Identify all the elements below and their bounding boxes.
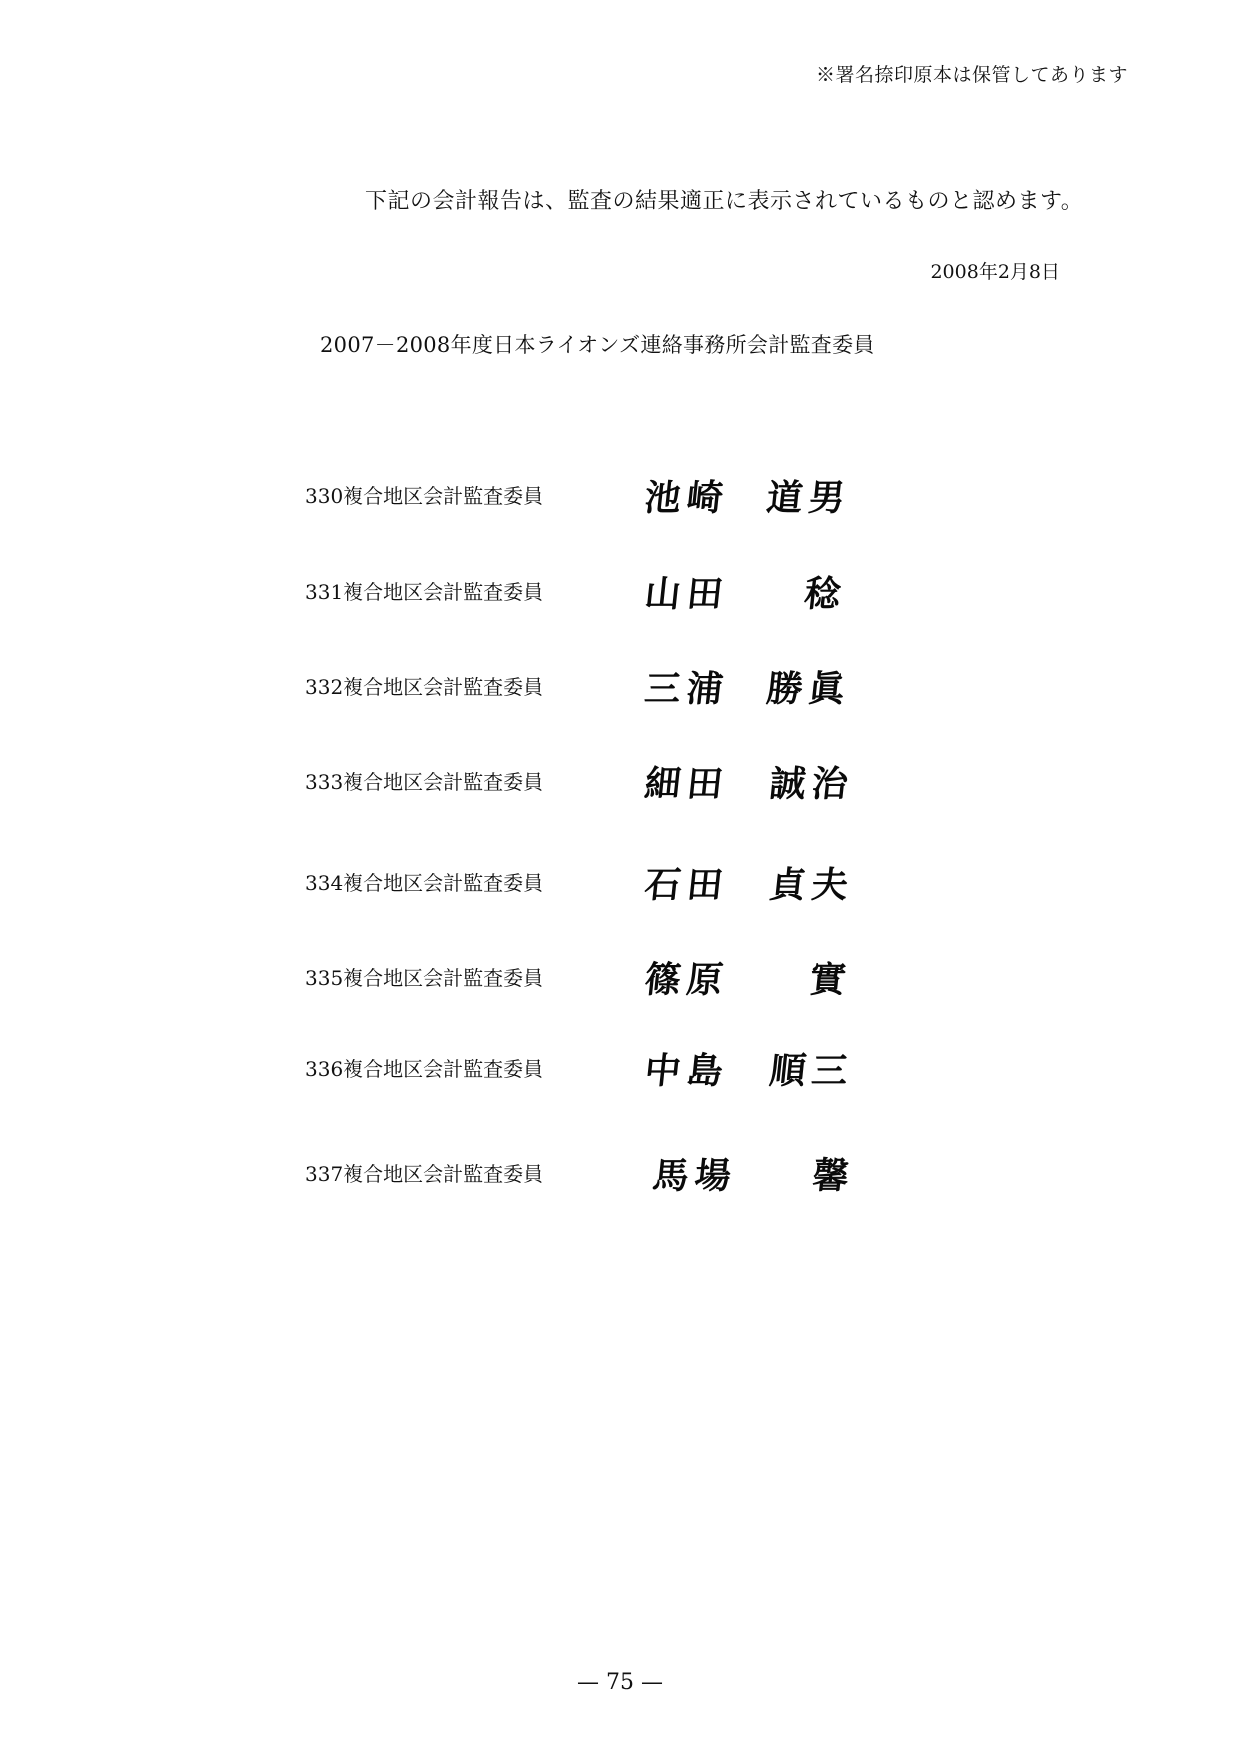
page-number: — 75 — <box>577 1670 663 1695</box>
signature-given-name: 勝眞 <box>764 668 853 710</box>
signature-given-name: 貞夫 <box>767 864 856 906</box>
auditor-title: 331複合地区会計監査委員 <box>305 580 544 604</box>
auditor-title: 333複合地区会計監査委員 <box>305 770 544 794</box>
auditor-row <box>305 756 905 816</box>
signature-family-name: 石田 <box>642 864 731 906</box>
auditor-row <box>305 1148 905 1208</box>
audit-statement: 下記の会計報告は、監査の結果適正に表示されているものと認めます。 <box>365 189 1084 214</box>
signature-family-name: 山田 <box>642 573 731 615</box>
auditor-title: 337複合地区会計監査委員 <box>305 1162 544 1186</box>
auditor-title: 335複合地区会計監査委員 <box>305 966 544 990</box>
auditor-row <box>305 566 905 626</box>
signature-given-name: 實 <box>807 959 854 1001</box>
signature-family-name: 三浦 <box>642 668 731 710</box>
signature-given-name: 馨 <box>810 1155 857 1197</box>
auditor-row <box>305 857 905 917</box>
auditor-row <box>305 952 905 1012</box>
auditor-title: 334複合地区会計監査委員 <box>305 871 544 895</box>
original-kept-note: ※署名捺印原本は保管してあります <box>815 64 1128 86</box>
auditor-title: 330複合地区会計監査委員 <box>305 484 544 508</box>
statement-date: 2008年2月8日 <box>930 261 1060 283</box>
signature-family-name: 池崎 <box>642 477 731 519</box>
signature-family-name: 篠原 <box>642 959 731 1001</box>
auditor-row <box>305 470 905 530</box>
auditor-title: 332複合地区会計監査委員 <box>305 675 544 699</box>
auditor-row <box>305 1043 905 1103</box>
committee-heading: 2007－2008年度日本ライオンズ連絡事務所会計監査委員 <box>320 333 875 357</box>
auditor-row <box>305 661 905 721</box>
auditor-title: 336複合地区会計監査委員 <box>305 1057 544 1081</box>
signature-given-name: 稔 <box>802 573 849 615</box>
signature-given-name: 順三 <box>767 1050 856 1092</box>
signature-given-name: 道男 <box>764 477 853 519</box>
signature-family-name: 中島 <box>642 1050 731 1092</box>
signature-family-name: 細田 <box>642 763 731 805</box>
signature-family-name: 馬場 <box>650 1155 739 1197</box>
signature-given-name: 誠治 <box>767 763 856 805</box>
